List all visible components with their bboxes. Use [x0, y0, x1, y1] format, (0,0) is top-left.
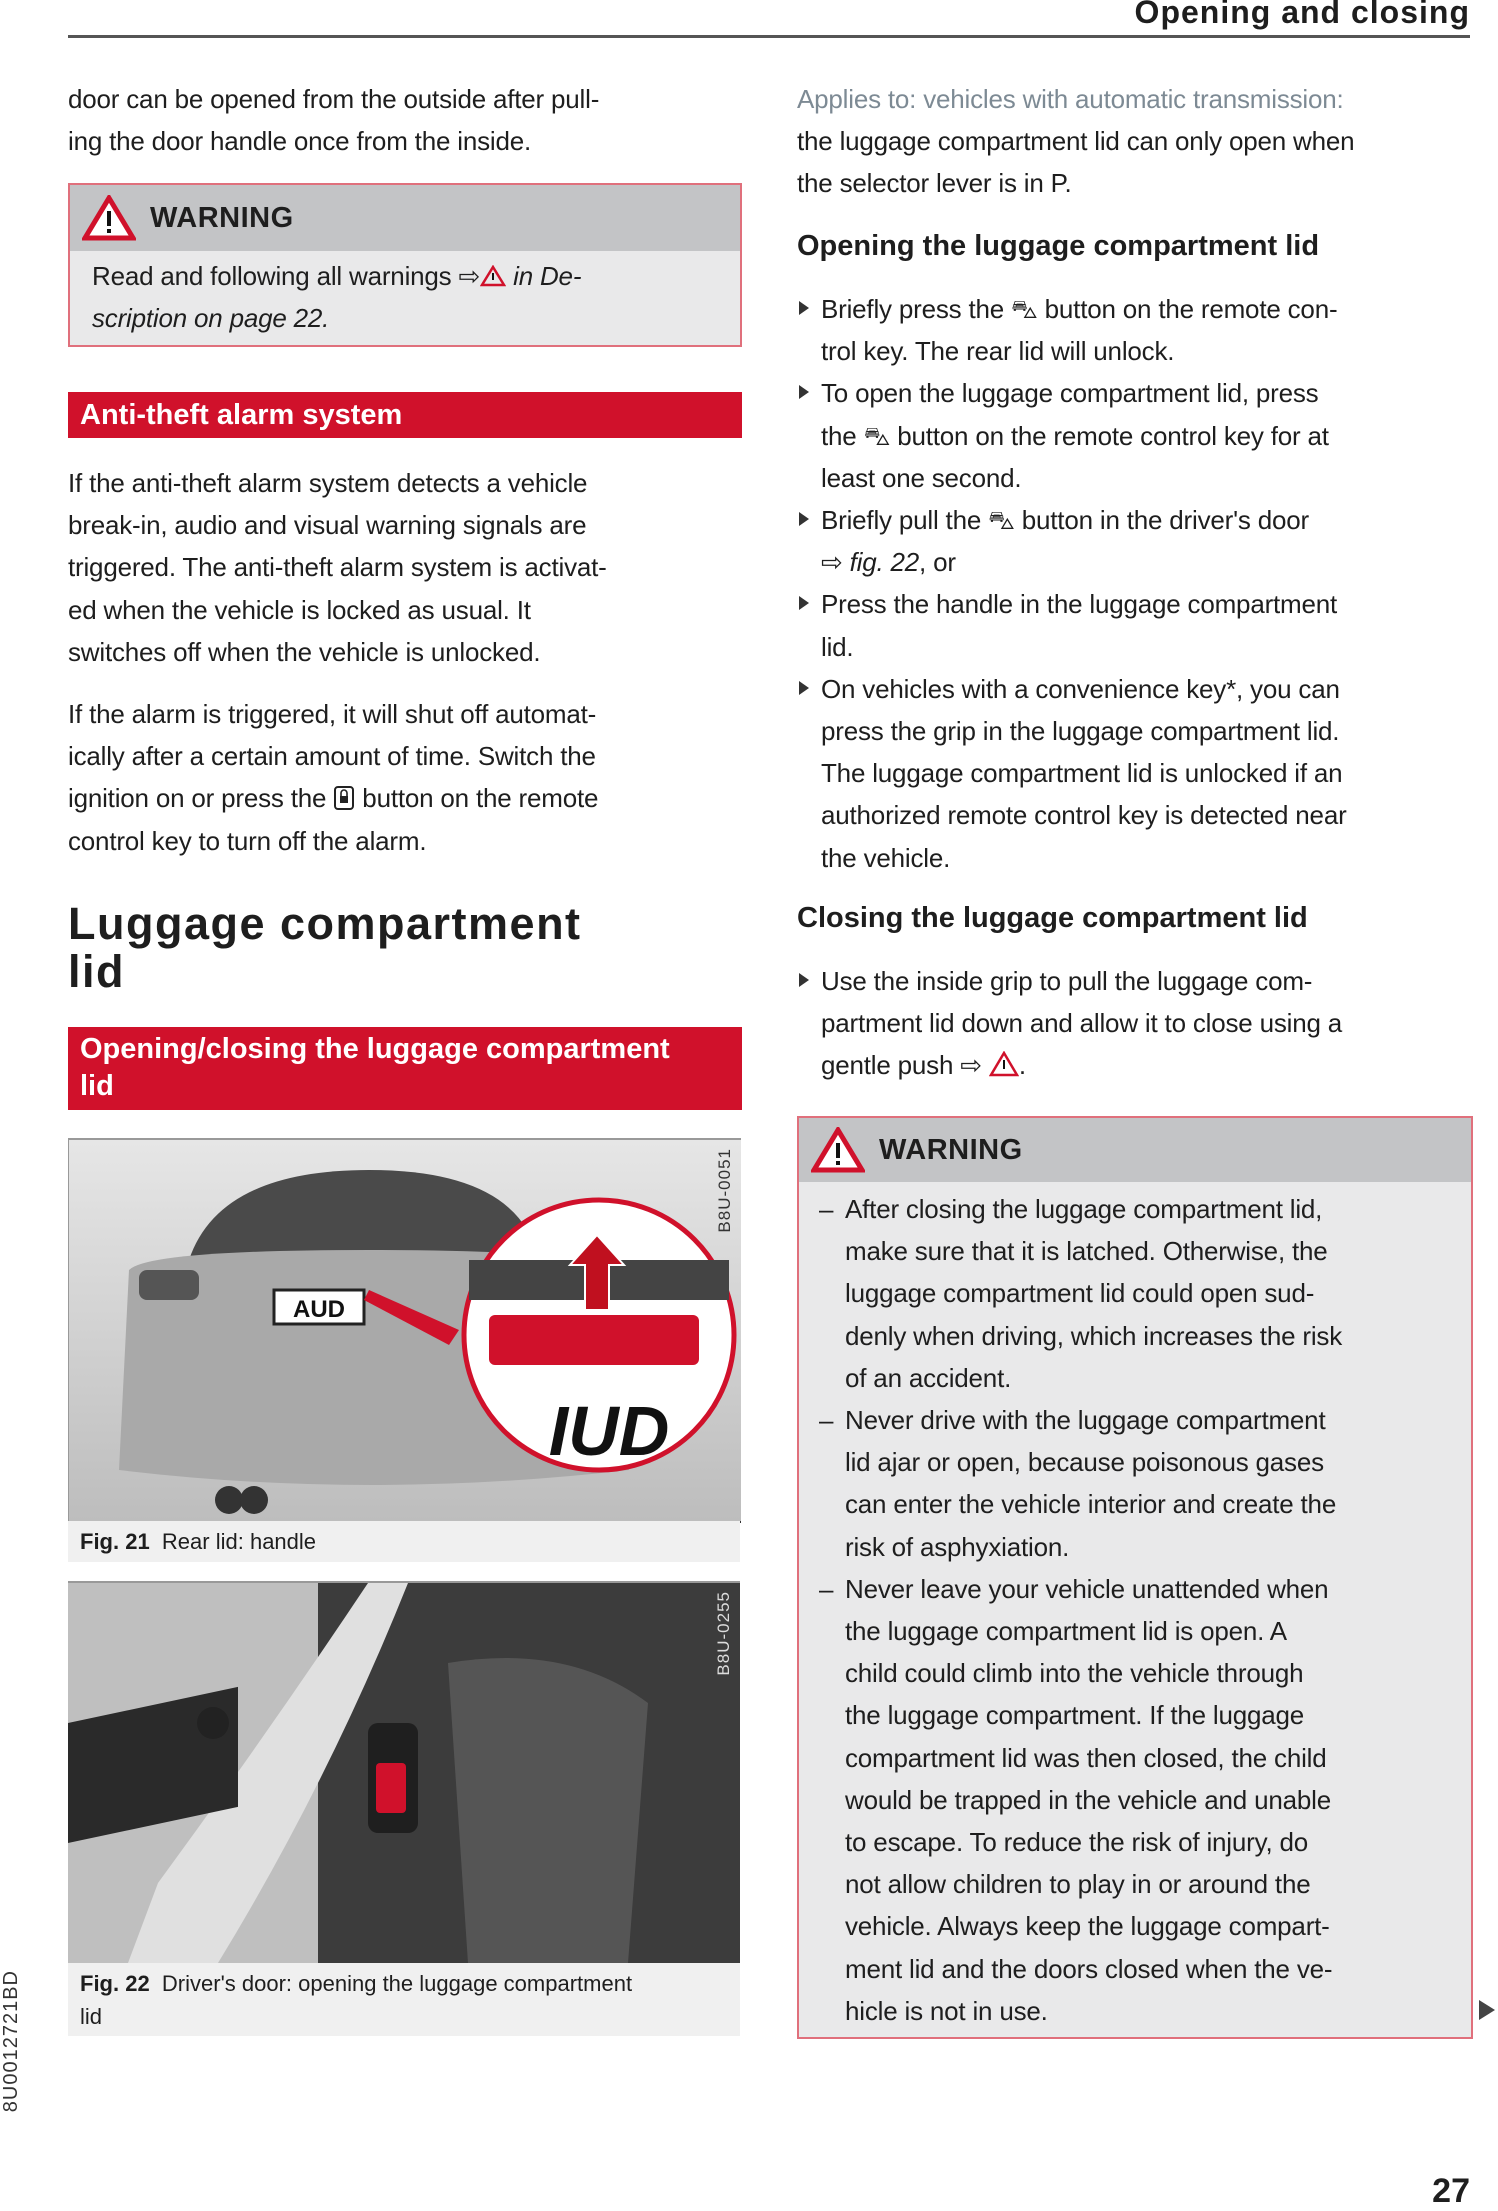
text-line: lid. — [821, 631, 854, 662]
car-trunk-icon: ⛍ — [988, 505, 1015, 536]
title-line: lid — [68, 946, 125, 997]
intro-paragraph — [68, 78, 599, 162]
text-line: the selector lever is in P. — [797, 168, 1072, 199]
text-line: ing the door handle once from the inside. — [68, 126, 531, 157]
warning-box — [797, 1116, 1473, 2039]
warning-item — [817, 1399, 1471, 1568]
figure-caption-text: Driver's door: opening the luggage compartment — [161, 1971, 633, 1996]
text-line: the luggage compartment lid can only open when — [797, 126, 1355, 157]
text: button on the remote — [355, 783, 599, 814]
page-number: 27 — [1432, 2172, 1470, 2210]
text-line: On vehicles with a convenience key*, you can — [821, 673, 1340, 704]
text-line: ed when the vehicle is locked as usual. It — [68, 594, 531, 625]
title-line: Luggage compartment — [68, 898, 582, 949]
section-heading-anti-theft: Anti-theft alarm system — [68, 392, 742, 438]
list-item — [797, 668, 1347, 879]
text: , or — [919, 547, 956, 578]
text-line: To open the luggage compartment lid, press — [821, 378, 1319, 409]
document-code: 8U0012721BD — [0, 1970, 22, 2113]
text: Briefly press the — [821, 294, 1012, 324]
text-line: triggered. The anti-theft alarm system is activat- — [68, 552, 607, 583]
text: gentle push ⇨ — [821, 1050, 989, 1081]
section-title — [68, 900, 582, 996]
text-line: break-in, audio and visual warning signals are — [68, 510, 587, 541]
figure-22-caption — [68, 1963, 740, 2036]
text-line: would be trapped in the vehicle and unable — [845, 1784, 1331, 1815]
arrow-right-icon: ⇨ — [821, 547, 850, 578]
list-item — [797, 583, 1347, 667]
list-item — [797, 288, 1347, 372]
text-line: authorized remote control key is detected near — [821, 800, 1347, 831]
figure-number: Fig. 21 — [80, 1529, 150, 1554]
warning-triangle-icon — [811, 1127, 865, 1173]
page-header-title: Opening and closing — [1134, 0, 1470, 30]
list-item — [797, 499, 1347, 583]
text-line: press the grip in the luggage compartment lid. — [821, 716, 1340, 747]
text-line: the luggage compartment. If the luggage — [845, 1700, 1305, 1731]
figure-code: B8U-0255 — [714, 1591, 733, 1676]
text-line: The luggage compartment lid is unlocked if an — [821, 758, 1343, 789]
warning-triangle-icon — [480, 265, 506, 287]
cross-reference-link[interactable]: in De- — [506, 261, 582, 291]
text-line: ment lid and the doors closed when the ve- — [845, 1953, 1333, 1984]
text: . — [1018, 1050, 1026, 1081]
warning-box — [68, 183, 742, 347]
title-line: Opening/closing the luggage compartment — [80, 1033, 670, 1065]
text-line: If the alarm is triggered, it will shut off automat- — [68, 699, 597, 729]
warning-items — [799, 1182, 1471, 2032]
warning-item — [817, 1188, 1471, 1399]
text-line: the luggage compartment lid is open. A — [845, 1616, 1287, 1647]
text-line: luggage compartment lid could open sud- — [845, 1278, 1315, 1309]
svg-text:IUD: IUD — [548, 1392, 670, 1470]
text-line: not allow children to play in or around the — [845, 1869, 1311, 1900]
figure-caption-text: Rear lid: handle — [161, 1529, 317, 1554]
warning-header — [799, 1118, 1471, 1182]
figure-code: B8U-0051 — [715, 1148, 734, 1233]
text-line: vehicle. Always keep the luggage compart- — [845, 1911, 1330, 1942]
list-item — [797, 960, 1342, 1087]
text-line: compartment lid was then closed, the child — [845, 1742, 1327, 1773]
figure-caption-text: lid — [80, 2004, 103, 2029]
subsection-heading — [68, 1027, 742, 1110]
text-line: – Never leave your vehicle unattended when — [845, 1573, 1329, 1604]
door-interior-illustration — [68, 1583, 740, 1963]
text-line: the vehicle. — [821, 842, 951, 873]
cross-reference-link[interactable]: scription on page 22. — [92, 303, 330, 334]
text-line: denly when driving, which increases the risk — [845, 1320, 1342, 1351]
opening-heading: Opening the luggage compartment lid — [797, 230, 1320, 262]
text: button in the driver's door — [1014, 505, 1309, 536]
text-line: partment lid down and allow it to close using a — [821, 1008, 1343, 1039]
continue-triangle-right-icon — [1479, 2000, 1495, 2020]
closing-heading: Closing the luggage compartment lid — [797, 902, 1308, 934]
text-line: lid ajar or open, because poisonous gases — [845, 1447, 1324, 1478]
warning-item — [817, 1568, 1471, 2032]
text-line: – Never drive with the luggage compartment — [845, 1405, 1326, 1436]
anti-theft-paragraph-2 — [68, 693, 598, 862]
header-rule — [68, 35, 1470, 38]
warning-triangle-icon[interactable] — [989, 1051, 1019, 1077]
text-line: make sure that it is latched. Otherwise, the — [845, 1236, 1328, 1267]
title-line: lid — [80, 1070, 114, 1102]
figure-22-drivers-door-image — [68, 1581, 740, 1965]
figure-number: Fig. 22 — [80, 1971, 150, 1996]
anti-theft-paragraph-1 — [68, 462, 607, 673]
text-line: can enter the vehicle interior and create the — [845, 1489, 1337, 1520]
text: button on the remote control key for at — [890, 420, 1329, 451]
text-line: to escape. To reduce the risk of injury, do — [845, 1827, 1309, 1858]
warning-title: WARNING — [150, 201, 294, 234]
text: button on the remote con- — [1037, 294, 1338, 324]
warning-body — [70, 251, 740, 339]
text-line: trol key. The rear lid will unlock. — [821, 336, 1175, 367]
text-line: ically after a certain amount of time. Switch the — [68, 741, 596, 772]
text-line: risk of asphyxiation. — [845, 1531, 1070, 1562]
license-plate-text: AUD — [293, 1296, 345, 1323]
car-trunk-icon: ⛍ — [863, 420, 891, 451]
warning-header — [70, 185, 740, 251]
warning-triangle-icon — [82, 195, 136, 241]
list-item — [797, 372, 1347, 499]
text-line: Use the inside grip to pull the luggage com- — [821, 966, 1313, 996]
text: Briefly pull the — [821, 505, 989, 536]
closing-steps-list — [797, 960, 1342, 1087]
text: the — [821, 420, 864, 451]
text-line: door can be opened from the outside after pull- — [68, 84, 600, 114]
figure-21-rear-lid-image — [68, 1138, 741, 1523]
applies-to-note: Applies to: vehicles with automatic transmission: — [797, 84, 1344, 114]
text-line: switches off when the vehicle is unlocked. — [68, 636, 541, 667]
opening-steps-list — [797, 288, 1347, 879]
text-line: of an accident. — [845, 1362, 1012, 1393]
warning-title: WARNING — [879, 1133, 1023, 1166]
text: Read and following all warnings — [92, 261, 459, 291]
arrow-right-icon: ⇨ — [458, 261, 481, 291]
car-rear-illustration — [69, 1140, 741, 1521]
text-line: child could climb into the vehicle through — [845, 1658, 1304, 1689]
applies-to-paragraph — [797, 78, 1354, 205]
text-line: control key to turn off the alarm. — [68, 825, 427, 856]
text-line: If the anti-theft alarm system detects a vehicle — [68, 468, 588, 498]
text-line: least one second. — [821, 462, 1022, 493]
text-line: hicle is not in use. — [845, 1995, 1048, 2026]
figure-reference-link[interactable]: fig. 22 — [849, 547, 920, 578]
text-line: – After closing the luggage compartment lid, — [845, 1194, 1323, 1224]
text-line: Press the handle in the luggage compartment — [821, 589, 1338, 620]
text: ignition on or press the — [68, 783, 334, 814]
lock-button-icon — [333, 785, 355, 811]
car-trunk-icon: ⛍ — [1011, 294, 1038, 324]
figure-21-caption — [68, 1521, 740, 1562]
